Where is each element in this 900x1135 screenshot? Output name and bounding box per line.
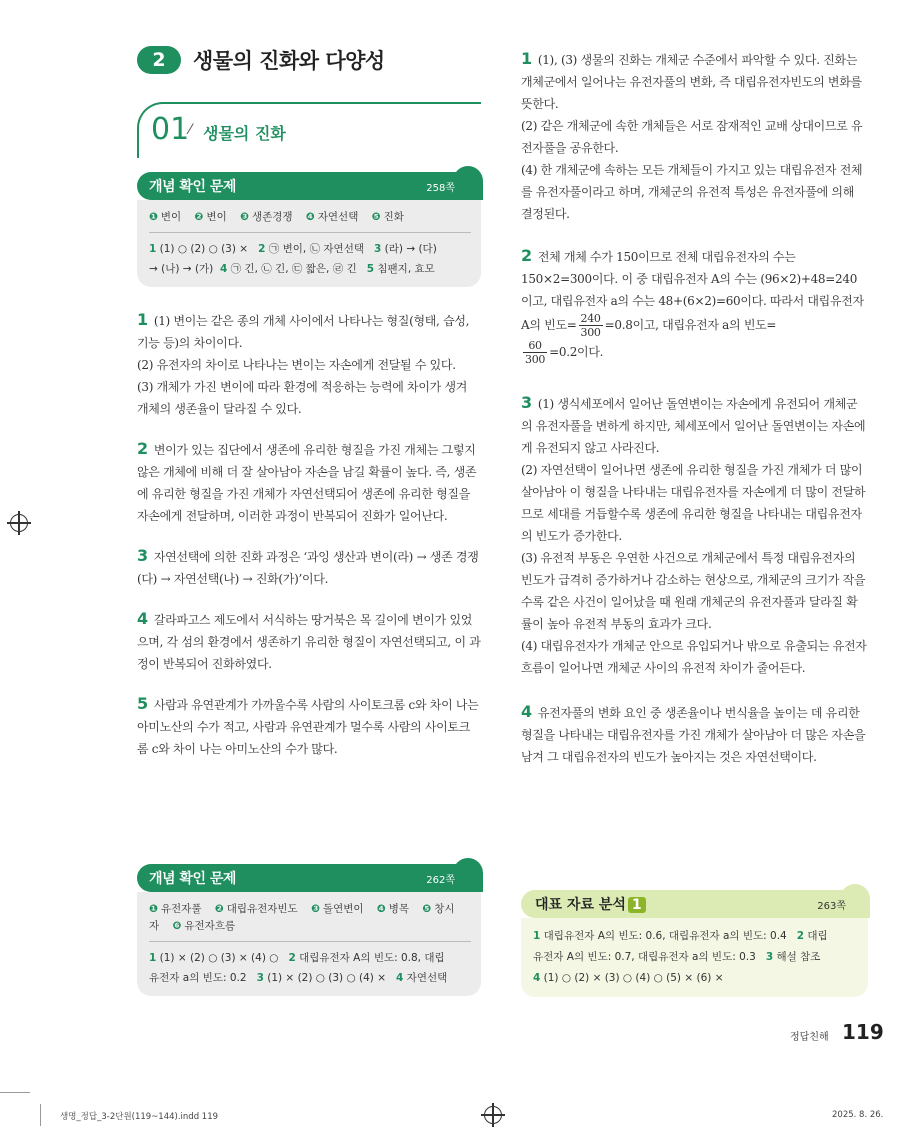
answer-text: 해설 참조 <box>776 951 821 963</box>
concept-check-label: 개념 확인 문제 <box>149 871 236 887</box>
concept-check-label: 개념 확인 문제 <box>149 179 236 195</box>
explanation-5 <box>137 693 481 760</box>
fraction <box>523 339 547 366</box>
answer-row: 1 (1) × (2) ○ (3) × (4) ○ 2 대립유전자 A의 빈도: 0.8, 대립 <box>149 952 445 964</box>
representative-data-box <box>521 890 868 997</box>
answer-row: 1 (1) ○ (2) ○ (3) × 2 ㉠ 변이, ㉡ 자연선택 3 (라) → (다) <box>149 243 437 255</box>
explanation-text: 자연선택에 의한 진화 과정은 ‘과잉 생산과 변이(라) → 생존 경쟁(다) → 자연선택(나) → 진화(가)’이다. <box>137 550 479 586</box>
explanation-number: 4 <box>521 702 532 721</box>
data-analysis-bar <box>521 890 868 918</box>
crop-mark <box>0 1092 30 1093</box>
keyword-item: 돌연변이 <box>322 903 364 915</box>
explanation-text: 사람과 유연관계가 가까울수록 사람의 사이토크롬 c와 차이 나는 아미노산의 수가 적고, 사람과 유연관계가 멀수록 사람의 사이토크롬 c와 차이 나는 아미노산의 수가 많다. <box>137 698 479 756</box>
keyword-number: ❺ <box>422 903 432 915</box>
crop-mark <box>40 1104 41 1126</box>
right-column <box>521 48 868 768</box>
explanation-2 <box>137 438 481 527</box>
fraction-denominator: 300 <box>525 353 546 366</box>
subsection-number: 01 <box>151 112 190 147</box>
concept-check-box-1 <box>137 172 481 287</box>
answer-text: 대립 <box>807 930 828 942</box>
answer-text: (1) × (2) ○ (3) ○ (4) × <box>267 972 386 984</box>
explanation-number: 2 <box>521 246 532 265</box>
keyword-item: 대립유전자빈도 <box>226 903 298 915</box>
print-file-info: 생명_정답_3-2단원(119~144).indd 119 <box>60 1112 219 1122</box>
answer-text: 자연선택 <box>406 972 448 984</box>
answer-text: ㉠ 긴, ㉡ 긴, ㉢ 짧은, ㉣ 긴 <box>230 263 357 275</box>
explanation-text: (4) 대립유전자가 개체군 안으로 유입되거나 밖으로 유출되는 유전자흐름이 일어나면 개체군 사이의 유전적 차이가 줄어든다. <box>521 639 867 675</box>
keyword-number: ❻ <box>172 920 182 932</box>
concept-check-body <box>137 200 481 287</box>
concept-check-page: 262쪽 <box>426 874 455 886</box>
answer-text: 유전자 a의 빈도: 0.2 <box>149 972 247 984</box>
explanation-number: 1 <box>521 49 532 68</box>
answer-text: (1) × (2) ○ (3) × (4) ○ <box>159 952 279 964</box>
answer-text: (라) → (다) <box>384 243 437 255</box>
explanation-text: =0.8이고, 대립유전자 a의 빈도= <box>604 318 777 332</box>
keyword-number: ❶ <box>149 211 158 223</box>
keyword-number: ❸ <box>311 903 320 915</box>
explanation-number: 1 <box>137 310 148 329</box>
concept-check-bar <box>137 172 481 200</box>
data-analysis-page: 263쪽 <box>817 900 846 912</box>
concept-check-box-2 <box>137 864 481 996</box>
answer-text: ㉠ 변이, ㉡ 자연선택 <box>268 243 364 255</box>
keyword-item: 진화 <box>383 211 404 223</box>
explanation-3 <box>137 545 481 590</box>
section-header <box>137 40 481 80</box>
explanation-text: =0.2이다. <box>549 345 604 359</box>
explanation-text: 전체 개체 수가 150이므로 전체 대립유전자의 수는 150×2=300이다. 이 중 대립유전자 A의 수는 (96×2)+48=240이고, 대립유전자 a의 수는 48+(6×2)=60이다. 따라서 대립유전자 A의 빈도= <box>521 250 864 332</box>
explanation-r4 <box>521 701 868 768</box>
keyword-item: 자연선택 <box>317 211 359 223</box>
keyword-number: ❺ <box>371 211 381 223</box>
keyword-item: 변이 <box>160 211 182 223</box>
data-analysis-body <box>521 918 868 997</box>
keyword-number: ❹ <box>305 211 315 223</box>
explanation-text: (1) 변이는 같은 종의 개체 사이에서 나타나는 형질(형태, 습성, 기능 등)의 차이이다. <box>137 314 470 350</box>
answer-text: 유전자 A의 빈도: 0.7, 대립유전자 a의 빈도: 0.3 <box>533 951 756 963</box>
concept-check-page: 258쪽 <box>426 182 455 194</box>
keyword-row <box>149 901 471 935</box>
explanation-text: 유전자풀의 변화 요인 중 생존율이나 번식율을 높이는 데 유리한 형질을 나타내는 대립유전자를 가진 개체가 살아남아 더 많은 자손을 남겨 그 대립유전자의 빈도가 높아지는 것은 자연선택이다. <box>521 706 866 764</box>
explanation-number: 5 <box>137 694 148 713</box>
explanation-text: 갈라파고스 제도에서 서식하는 땅거북은 목 길이에 변이가 있었으며, 각 섬의 환경에서 생존하기 유리한 형질이 자연선택되고, 이 과정이 반복되어 진화하였다. <box>137 613 481 671</box>
keyword-item: 창시자 <box>149 903 455 932</box>
bar-tab <box>453 858 483 892</box>
explanation-text: (4) 한 개체군에 속하는 모든 개체들이 가지고 있는 대립유전자 전체를 유전자풀이라고 하며, 개체군의 유전적 특성은 유전자풀에 의해 결정된다. <box>521 163 863 221</box>
explanation-number: 3 <box>521 393 532 412</box>
page-number: 119 <box>842 1020 884 1044</box>
answer-row: 4 (1) ○ (2) × (3) ○ (4) ○ (5) × (6) × <box>533 972 724 984</box>
keyword-number: ❸ <box>240 211 249 223</box>
explanation-text: (1) 생식세포에서 일어난 돌연변이는 자손에게 유전되어 개체군의 유전자풀을 변하게 하지만, 체세포에서 일어난 돌연변이는 자손에게 유전되지 않고 사라진다. <box>521 397 866 455</box>
explanation-number: 3 <box>137 546 148 565</box>
answer-row: 유전자 a의 빈도: 0.2 3 (1) × (2) ○ (3) ○ (4) × 4 자연선택 <box>149 972 448 984</box>
fraction-denominator: 300 <box>580 326 601 339</box>
bar-tab <box>453 166 483 200</box>
keyword-item: 생존경쟁 <box>251 211 293 223</box>
keyword-item: 유전자풀 <box>160 903 202 915</box>
slash-icon: ⁄ <box>189 122 192 138</box>
keyword-item: 유전자흐름 <box>184 920 236 932</box>
fraction <box>579 312 603 339</box>
answer-row: → (나) → (가) 4 ㉠ 긴, ㉡ 긴, ㉢ 짧은, ㉣ 긴 5 침팬지, 효모 <box>149 263 435 275</box>
fraction-numerator: 60 <box>523 339 547 353</box>
answer-row: 1 대립유전자 A의 빈도: 0.6, 대립유전자 a의 빈도: 0.4 2 대립 <box>533 930 828 942</box>
explanation-r3 <box>521 392 868 679</box>
concept-check-body <box>137 892 481 996</box>
answer-text: 대립유전자 A의 빈도: 0.6, 대립유전자 a의 빈도: 0.4 <box>543 930 787 942</box>
keyword-number: ❶ <box>149 903 158 915</box>
keyword-number: ❷ <box>194 211 204 223</box>
explanation-text: (1), (3) 생물의 진화는 개체군 수준에서 파악할 수 있다. 진화는 개체군에서 일어나는 유전자풀의 변화, 즉 대립유전자빈도의 변화를 뜻한다. <box>521 53 862 111</box>
divider <box>149 232 471 233</box>
explanation-number: 2 <box>137 439 148 458</box>
fraction-numerator: 240 <box>580 312 601 325</box>
answer-text: 대립유전자 A의 빈도: 0.8, 대립 <box>299 952 445 964</box>
data-analysis-title: 대표 자료 분석 <box>535 897 626 913</box>
subsection-header <box>137 102 481 158</box>
explanation-text: (3) 유전적 부동은 우연한 사건으로 개체군에서 특정 대립유전자의 빈도가 급격히 증가하거나 감소하는 현상으로, 개체군의 크기가 작을수록 같은 사건이 일어났을 때 원래 개체군의 유전자풀과 달라질 확률이 높아 유전적 부동의 효과가 크다. <box>521 551 866 631</box>
answer-row: 유전자 A의 빈도: 0.7, 대립유전자 a의 빈도: 0.3 3 해설 참조 <box>533 951 821 963</box>
registration-mark-icon <box>10 514 28 532</box>
divider <box>149 941 471 942</box>
data-analysis-label <box>535 894 646 914</box>
registration-mark-icon <box>484 1106 502 1124</box>
answer-text: (1) ○ (2) × (3) ○ (4) ○ (5) × (6) × <box>543 972 724 984</box>
keyword-row <box>149 209 471 226</box>
concept-check-bar <box>137 864 481 892</box>
explanation-4 <box>137 608 481 675</box>
explanation-text: (2) 자연선택이 일어나면 생존에 유리한 형질을 가진 개체가 더 많이 살아남아 이 형질을 나타내는 대립유전자를 자손에게 더 많이 전달하므로 세대를 거듭할수록 생존에 유리한 형질을 나타내는 대립유전자의 빈도가 증가한다. <box>521 463 866 543</box>
explanation-r2 <box>521 245 868 366</box>
print-date: 2025. 8. 26. <box>832 1110 884 1120</box>
explanation-text: 변이가 있는 집단에서 생존에 유리한 형질을 가진 개체는 그렇지 않은 개체에 비해 더 잘 살아남아 자손을 남길 확률이 높다. 즉, 생존에 유리한 형질을 가진 개체가 자연선택되어 생존에 유리한 형질을 자손에게 전달하며, 이러한 과정이 반복되어 진화가 일어난다. <box>137 443 477 523</box>
keyword-item: 변이 <box>206 211 227 223</box>
footer-label: 정답친해 <box>790 1032 829 1043</box>
explanation-number: 4 <box>137 609 148 628</box>
data-analysis-number: 1 <box>628 897 646 913</box>
explanation-text: (2) 같은 개체군에 속한 개체들은 서로 잠재적인 교배 상대이므로 유전자풀을 공유한다. <box>521 119 863 155</box>
answer-text: → (나) → (가) <box>149 263 214 275</box>
explanation-text: (2) 유전자의 차이로 나타나는 변이는 자손에게 전달될 수 있다. <box>137 358 456 372</box>
explanation-text: (3) 개체가 가진 변이에 따라 환경에 적응하는 능력에 차이가 생겨 개체의 생존율이 달라질 수 있다. <box>137 380 468 416</box>
answer-text: (1) ○ (2) ○ (3) × <box>159 243 249 255</box>
answer-text: 침팬지, 효모 <box>377 263 435 275</box>
left-column <box>137 40 481 760</box>
explanation-1 <box>137 309 481 420</box>
section-title: 생물의 진화와 다양성 <box>193 49 385 73</box>
explanation-r1 <box>521 48 868 225</box>
subsection-title: 생물의 진화 <box>203 124 286 143</box>
section-number-badge: 2 <box>137 46 181 74</box>
keyword-number: ❷ <box>214 903 224 915</box>
keyword-item: 병목 <box>388 903 410 915</box>
keyword-number: ❹ <box>376 903 386 915</box>
